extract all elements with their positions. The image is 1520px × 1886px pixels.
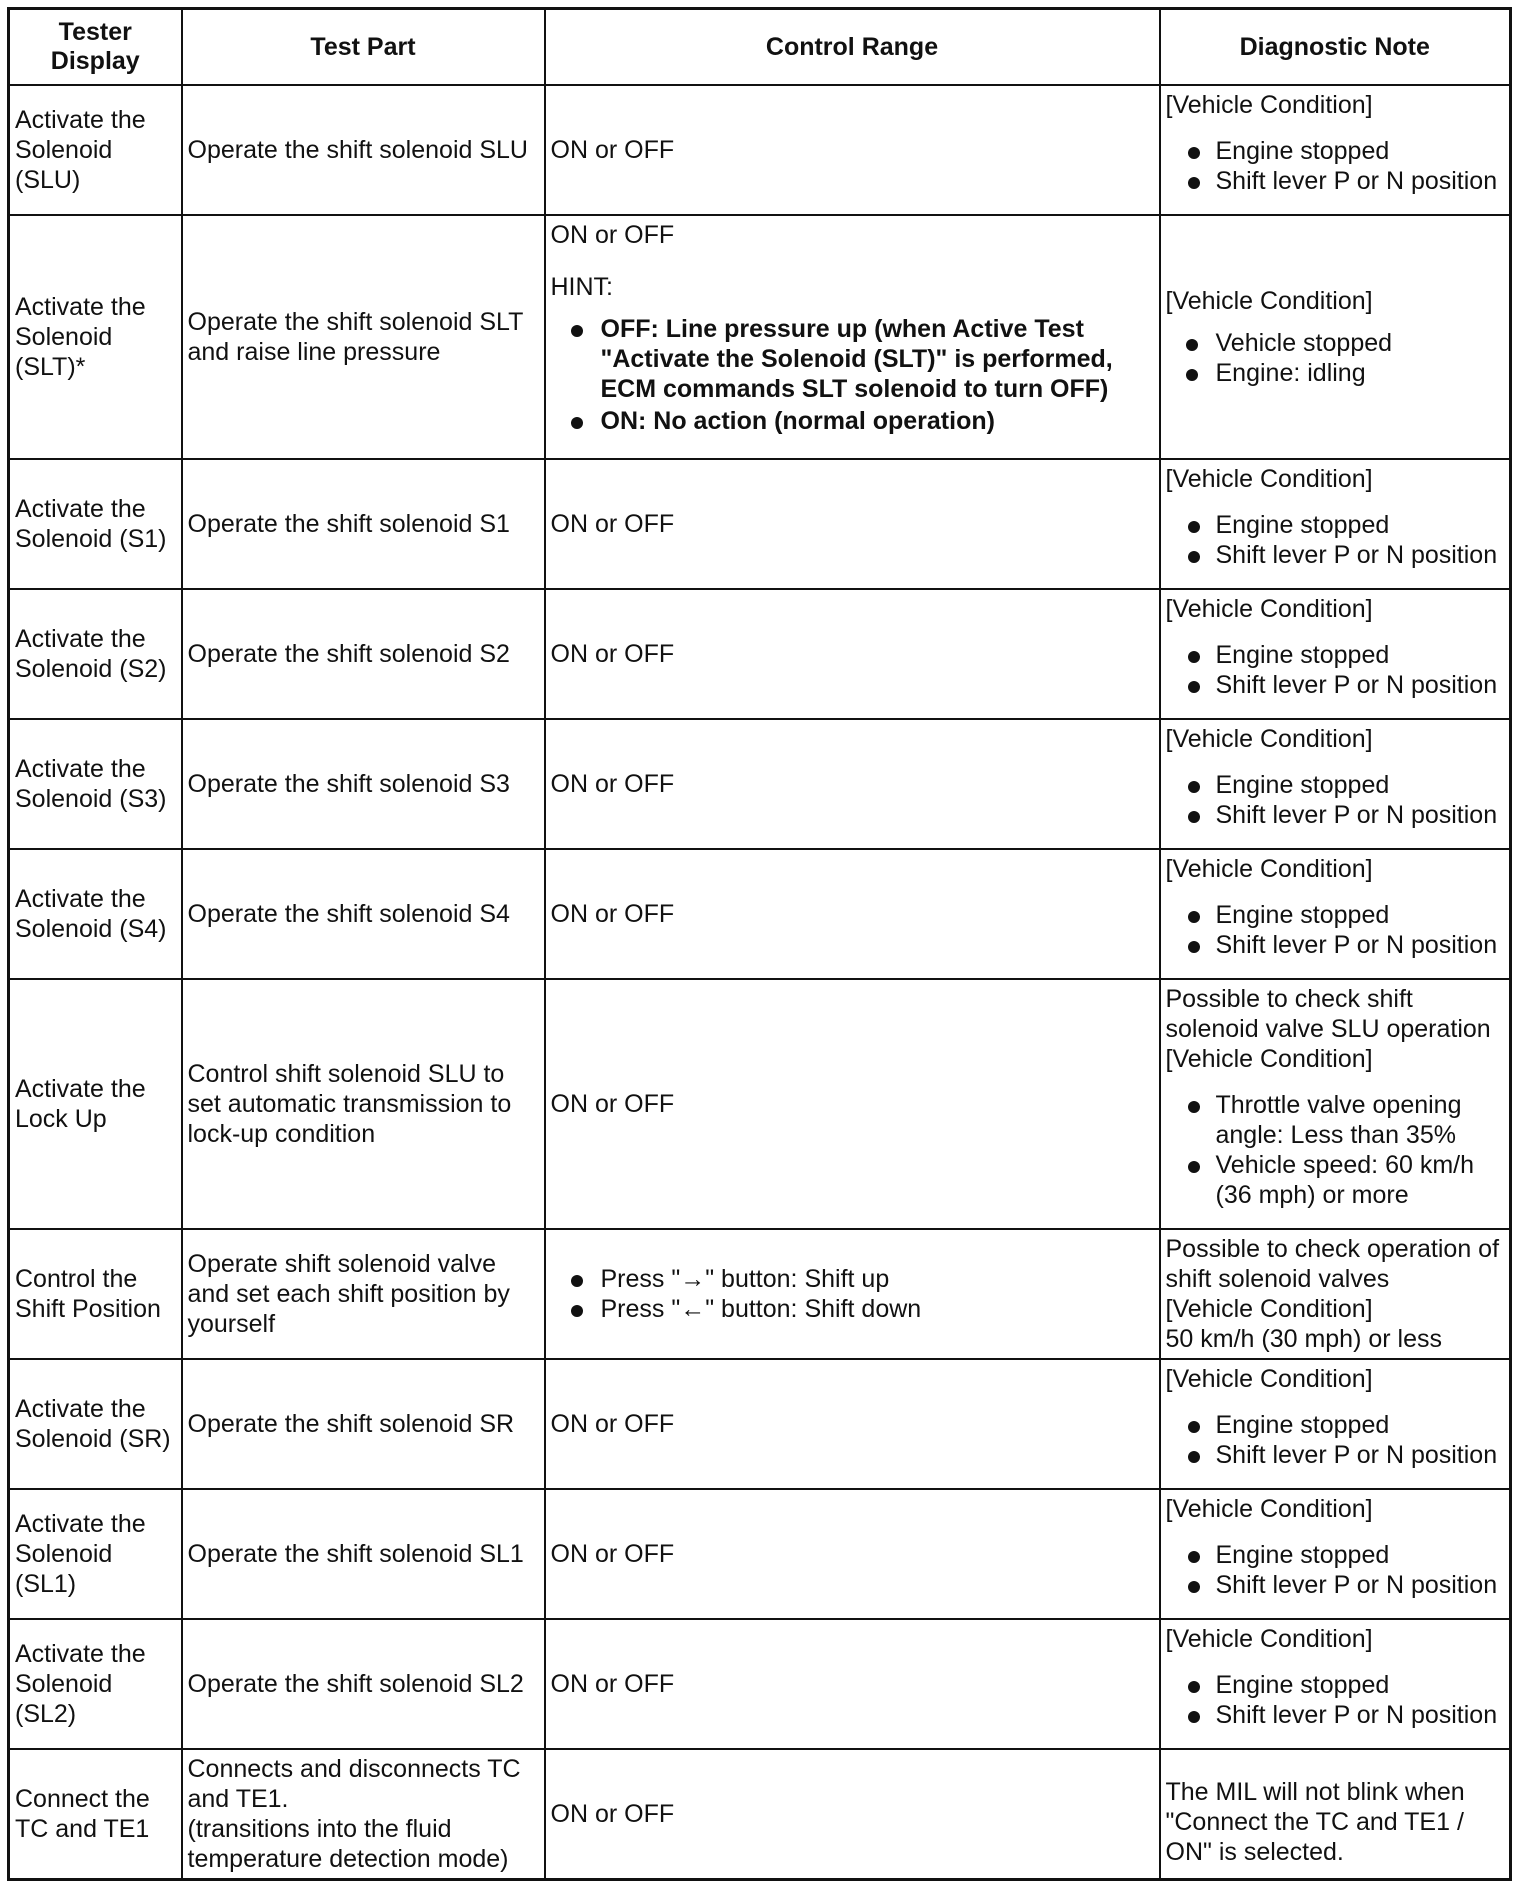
list-item-text: Shift lever P or N position [1215,1701,1498,1729]
tester-display-cell: Connect the TC and TE1 [9,1749,182,1879]
diagnostic-note-cell [1160,1619,1511,1749]
list-item-text: Shift lever P or N position [1215,167,1498,195]
diagnostic-note-cell [1160,1359,1511,1489]
control-range-cell: ON or OFF [545,589,1160,719]
control-range-cell: ON or OFF [545,1489,1160,1619]
list-item-text: OFF: Line pressure up (when Active Test "Activate the Solenoid (SLT)" is performed, ECM commands SLT solenoid to turn OFF) [600,315,1113,403]
control-range-cell [545,215,1160,459]
diagnostic-note-cell [1160,1229,1511,1359]
control-range-cell: ON or OFF [545,849,1160,979]
bullet-icon [1188,1551,1200,1563]
list-item-text: Shift lever P or N position [1215,1571,1498,1599]
control-range-cell: ON or OFF [545,85,1160,215]
bullet-icon [1188,1421,1200,1433]
tester-display-cell: Activate the Lock Up [9,979,182,1229]
condition-list [1166,1670,1505,1730]
bullet-icon [571,417,583,429]
list-item [1166,358,1505,388]
list-item [1166,1540,1505,1570]
condition-list [1166,1090,1505,1210]
list-item [1166,1670,1505,1700]
test-part-cell: Control shift solenoid SLU to set automatic transmission to lock-up condition [182,979,545,1229]
table-row [9,979,1511,1229]
table-row [9,85,1511,215]
tester-display-cell: Control the Shift Position [9,1229,182,1359]
tester-display-cell: Activate the Solenoid (SLU) [9,85,182,215]
list-item [1166,328,1505,358]
tester-display-cell: Activate the Solenoid (S4) [9,849,182,979]
list-item-text: ON: No action (normal operation) [600,407,995,435]
table-row [9,1229,1511,1359]
bullet-icon [1188,177,1200,189]
note-intro: Possible to check shift solenoid valve SLU operation [1165,985,1491,1043]
diagnostic-note-cell [1160,215,1511,459]
note-tail: 50 km/h (30 mph) or less [1165,1325,1442,1353]
bullet-icon [1186,339,1198,351]
control-range-cell: ON or OFF [545,719,1160,849]
hint-label: HINT: [550,273,613,301]
control-range-value: ON or OFF [550,221,675,249]
list-item [1166,670,1505,700]
list-item-text: Engine stopped [1215,511,1390,539]
bullet-icon [571,325,583,337]
diagnostic-note-cell [1160,719,1511,849]
test-part-cell: Operate the shift solenoid S4 [182,849,545,979]
list-item-text: Engine stopped [1215,641,1390,669]
test-part-cell: Operate shift solenoid valve and set each shift position by yourself [182,1229,545,1359]
test-part-cell: Operate the shift solenoid SLU [182,85,545,215]
vehicle-condition-label: [Vehicle Condition] [1165,1495,1373,1523]
list-item-text: Engine stopped [1215,771,1390,799]
diagnostic-note-cell: The MIL will not blink when "Connect the TC and TE1 / ON" is selected. [1160,1749,1511,1879]
list-item [1166,930,1505,960]
test-part-cell: Operate the shift solenoid S2 [182,589,545,719]
control-range-cell: ON or OFF [545,459,1160,589]
list-item [1166,166,1505,196]
bullet-icon [1188,1161,1200,1173]
vehicle-condition-label: [Vehicle Condition] [1165,595,1373,623]
list-item [1166,1090,1505,1150]
header-tester-display: Tester Display [9,9,182,86]
table-row [9,459,1511,589]
note-intro: Possible to check operation of shift solenoid valves [1165,1235,1500,1293]
bullet-icon [1188,1101,1200,1113]
test-part-cell: Operate the shift solenoid SL2 [182,1619,545,1749]
control-range-cell: ON or OFF [545,1619,1160,1749]
test-part-cell: Operate the shift solenoid SLT and raise line pressure [182,215,545,459]
condition-list [1166,510,1505,570]
test-part-cell [182,1749,545,1879]
list-item [551,1294,1154,1324]
header-row [9,9,1511,86]
vehicle-condition-label: [Vehicle Condition] [1165,1365,1373,1393]
test-part-extra: (transitions into the fluid temperature detection mode) [187,1814,509,1873]
tester-display-cell: Activate the Solenoid (SLT)* [9,215,182,459]
table-row [9,1619,1511,1749]
hint-list [551,314,1154,436]
list-item-text: Vehicle speed: 60 km/h (36 mph) or more [1215,1151,1474,1209]
test-part-cell: Operate the shift solenoid S1 [182,459,545,589]
list-item [1166,1440,1505,1470]
condition-list [1166,328,1505,388]
list-item [1166,640,1505,670]
list-item [551,406,1154,436]
bullet-icon [1188,911,1200,923]
list-item-text: Press "←" button: Shift down [600,1295,922,1323]
condition-list [1166,1540,1505,1600]
bullet-icon [1188,681,1200,693]
header-diagnostic-note: Diagnostic Note [1160,9,1511,86]
table-row [9,1359,1511,1489]
test-part-cell: Operate the shift solenoid S3 [182,719,545,849]
bullet-icon [1188,521,1200,533]
bullet-icon [1188,1681,1200,1693]
vehicle-condition-label: [Vehicle Condition] [1165,1625,1373,1653]
vehicle-condition-label: [Vehicle Condition] [1165,91,1373,119]
table-row [9,1489,1511,1619]
vehicle-condition-label: [Vehicle Condition] [1165,465,1373,493]
list-item-text: Shift lever P or N position [1215,541,1498,569]
tester-display-cell: Activate the Solenoid (SL2) [9,1619,182,1749]
list-item-text: Engine stopped [1215,1411,1390,1439]
tester-display-cell: Activate the Solenoid (S3) [9,719,182,849]
tester-display-cell: Activate the Solenoid (S2) [9,589,182,719]
list-item [1166,540,1505,570]
vehicle-condition-label: [Vehicle Condition] [1165,855,1373,883]
table-row [9,215,1511,459]
control-range-cell: ON or OFF [545,1749,1160,1879]
list-item [1166,510,1505,540]
bullet-icon [571,1305,583,1317]
condition-list [1166,136,1505,196]
diagnostic-note-cell [1160,85,1511,215]
list-item-text: Engine: idling [1215,359,1366,387]
table-row [9,589,1511,719]
header-control-range: Control Range [545,9,1160,86]
bullet-icon [1186,369,1198,381]
list-item [1166,1570,1505,1600]
bullet-icon [571,1275,583,1287]
bullet-icon [1188,651,1200,663]
list-item [1166,900,1505,930]
bullet-icon [1188,941,1200,953]
tester-display-cell: Activate the Solenoid (S1) [9,459,182,589]
list-item [1166,800,1505,830]
vehicle-condition-label: [Vehicle Condition] [1165,725,1373,753]
condition-list [1166,900,1505,960]
list-item [551,1264,1154,1294]
list-item-text: Shift lever P or N position [1215,931,1498,959]
bullet-icon [1188,1581,1200,1593]
list-item-text: Shift lever P or N position [1215,1441,1498,1469]
condition-list [1166,770,1505,830]
list-item-text: Press "→" button: Shift up [600,1265,890,1293]
list-item-text: Throttle valve opening angle: Less than 35% [1215,1091,1462,1149]
table-row [9,719,1511,849]
test-part-cell: Operate the shift solenoid SR [182,1359,545,1489]
test-part-cell: Operate the shift solenoid SL1 [182,1489,545,1619]
tester-display-cell: Activate the Solenoid (SL1) [9,1489,182,1619]
list-item-text: Vehicle stopped [1215,329,1393,357]
bullet-icon [1188,147,1200,159]
table-row [9,1749,1511,1879]
list-item-text: Shift lever P or N position [1215,801,1498,829]
condition-list [1166,640,1505,700]
active-test-table [7,7,1512,1881]
control-range-cell: ON or OFF [545,979,1160,1229]
vehicle-condition-label: [Vehicle Condition] [1165,1045,1373,1073]
tester-display-cell: Activate the Solenoid (SR) [9,1359,182,1489]
list-item [1166,1410,1505,1440]
control-range-list [551,1264,1154,1324]
list-item-text: Engine stopped [1215,901,1390,929]
list-item [1166,1150,1505,1210]
vehicle-condition-label: [Vehicle Condition] [1165,287,1373,315]
header-test-part: Test Part [182,9,545,86]
bullet-icon [1188,811,1200,823]
list-item [1166,136,1505,166]
bullet-icon [1188,551,1200,563]
condition-list [1166,1410,1505,1470]
list-item-text: Engine stopped [1215,1671,1390,1699]
control-range-cell [545,1229,1160,1359]
diagnostic-note-cell [1160,459,1511,589]
bullet-icon [1188,781,1200,793]
table-row [9,849,1511,979]
bullet-icon [1188,1711,1200,1723]
list-item-text: Engine stopped [1215,1541,1390,1569]
diagnostic-note-cell [1160,589,1511,719]
test-part-text: Connects and disconnects TC and TE1. [187,1754,521,1813]
vehicle-condition-label: [Vehicle Condition] [1165,1295,1373,1323]
list-item [1166,770,1505,800]
list-item [551,314,1154,404]
list-item-text: Engine stopped [1215,137,1390,165]
control-range-cell: ON or OFF [545,1359,1160,1489]
diagnostic-note-cell [1160,1489,1511,1619]
bullet-icon [1188,1451,1200,1463]
diagnostic-note-cell [1160,979,1511,1229]
list-item [1166,1700,1505,1730]
diagnostic-note-cell [1160,849,1511,979]
list-item-text: Shift lever P or N position [1215,671,1498,699]
